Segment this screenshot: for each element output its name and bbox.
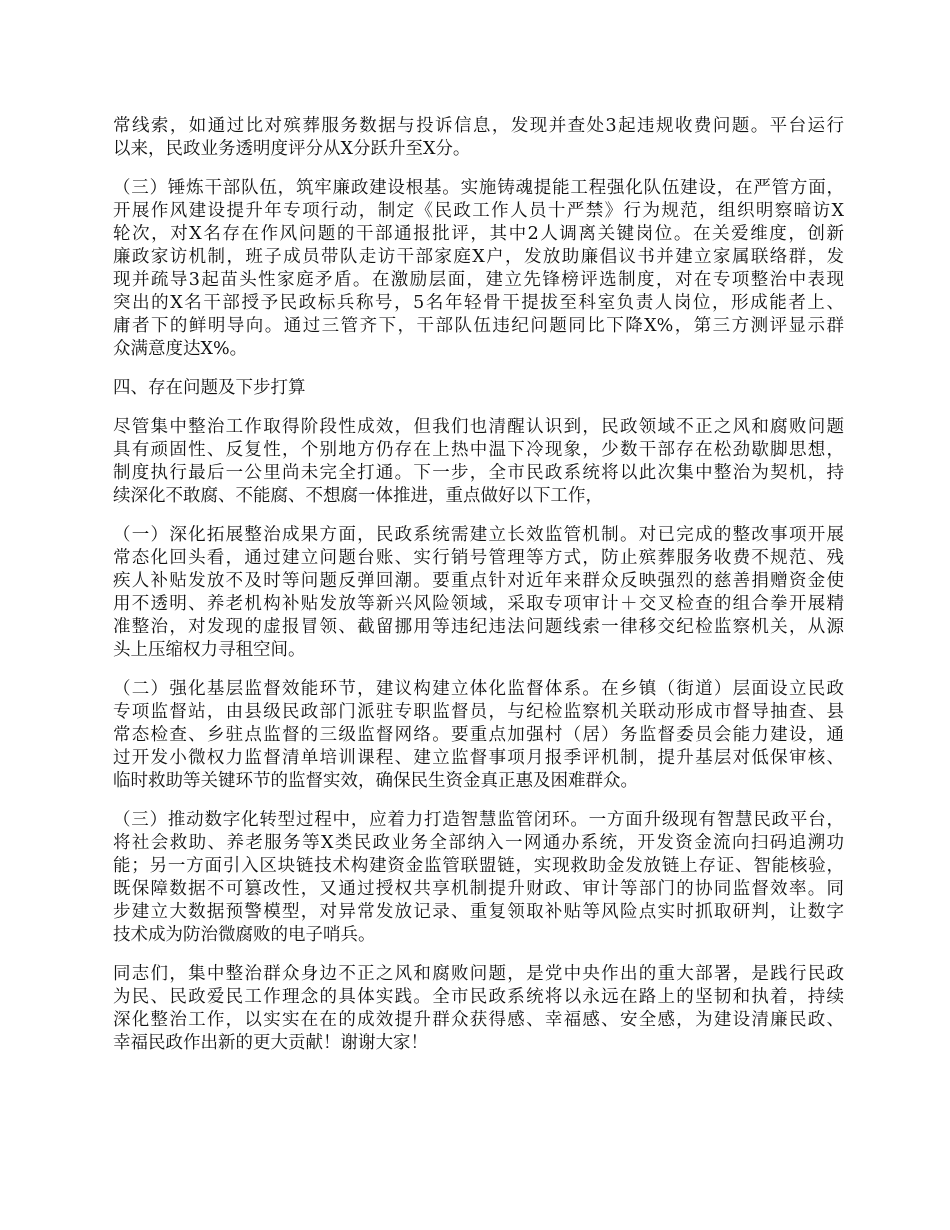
- text-line: 以来，民政业务透明度评分从X分跃升至X分。: [113, 139, 471, 159]
- paragraph: [113, 963, 844, 1055]
- text-line: 众满意度达X%。: [113, 339, 248, 359]
- paragraph: [113, 809, 844, 947]
- text-line: 幸福民政作出新的更大贡献！谢谢大家！: [113, 1033, 428, 1053]
- paragraph: [113, 678, 844, 793]
- text-line: 轮次，对X名存在作风问题的干部通报批评，其中2人调离关键岗位。在关爱维度，创新: [113, 224, 844, 244]
- text-line: 既保障数据不可篡改性，又通过授权共享机制提升财政、审计等部门的协同监督效率。同: [113, 879, 844, 899]
- text-line: 制度执行最后一公里尚未完全打通。下一步，全市民政系统将以此次集中整治为契机，持: [113, 463, 844, 483]
- paragraph: [113, 177, 844, 361]
- text-line: 突出的X名干部授予民政标兵称号，5名年轻骨干提拔至科室负责人岗位，形成能者上、: [113, 293, 844, 313]
- paragraph: [113, 115, 844, 161]
- text-line: 准整治，对发现的虚报冒领、截留挪用等违纪违法问题线索一律移交纪检监察机关，从源: [113, 617, 844, 637]
- text-line: 开展作风建设提升年专项行动，制定《民政工作人员十严禁》行为规范，组织明察暗访X: [113, 201, 844, 221]
- text-line: 常线索，如通过比对殡葬服务数据与投诉信息，发现并查处3起违规收费问题。平台运行: [113, 116, 844, 136]
- text-line: 头上压缩权力寻租空间。: [113, 640, 306, 660]
- text-line: （三）推动数字化转型过程中，应着力打造智慧监管闭环。一方面升级现有智慧民政平台，: [113, 810, 844, 830]
- text-line: 常态检查、乡驻点监督的三级监督网络。要重点加强村（居）务监督委员会能力建设，通: [113, 725, 844, 745]
- text-line: 续深化不敢腐、不能腐、不想腐一体推进，重点做好以下工作，: [113, 486, 603, 506]
- text-line: 四、存在问题及下步打算: [113, 378, 306, 398]
- text-line: （二）强化基层监督效能环节，建议构建立体化监督体系。在乡镇（街道）层面设立民政: [113, 679, 844, 699]
- text-line: 临时救助等关键环节的监督实效，确保民生资金真正惠及困难群众。: [113, 771, 638, 791]
- text-line: 廉政家访机制，班子成员带队走访干部家庭X户，发放助廉倡议书并建立家属联络群，发: [113, 247, 844, 267]
- text-line: 用不透明、养老机构补贴发放等新兴风险领域，采取专项审计＋交叉检查的组合拳开展精: [113, 594, 844, 614]
- document-body: [113, 115, 844, 1071]
- text-line: 尽管集中整治工作取得阶段性成效，但我们也清醒认识到，民政领域不正之风和腐败问题: [113, 417, 844, 437]
- text-line: 疾人补贴发放不及时等问题反弹回潮。要重点针对近年来群众反映强烈的慈善捐赠资金使: [113, 571, 844, 591]
- text-line: 步建立大数据预警模型，对异常发放记录、重复领取补贴等风险点实时抓取研判，让数字: [113, 902, 844, 922]
- text-line: 将社会救助、养老服务等X类民政业务全部纳入一网通办系统，开发资金流向扫码追溯功: [113, 833, 844, 853]
- text-line: 能；另一方面引入区块链技术构建资金监管联盟链，实现救助金发放链上存证、智能核验，: [113, 856, 844, 876]
- text-line: （一）深化拓展整治成果方面，民政系统需建立长效监管机制。对已完成的整改事项开展: [113, 525, 844, 545]
- text-line: 现并疏导3起苗头性家庭矛盾。在激励层面，建立先锋榜评选制度，对在专项整治中表现: [113, 270, 844, 290]
- text-line: 同志们，集中整治群众身边不正之风和腐败问题，是党中央作出的重大部署，是践行民政: [113, 964, 844, 984]
- text-line: 为民、民政爱民工作理念的具体实践。全市民政系统将以永远在路上的坚韧和执着，持续: [113, 987, 844, 1007]
- text-line: （三）锤炼干部队伍，筑牢廉政建设根基。实施铸魂提能工程强化队伍建设，在严管方面，: [113, 178, 844, 198]
- paragraph: [113, 416, 844, 508]
- text-line: 庸者下的鲜明导向。通过三管齐下，干部队伍违纪问题同比下降X%，第三方测评显示群: [113, 316, 844, 336]
- text-line: 具有顽固性、反复性，个别地方仍存在上热中温下冷现象，少数干部存在松劲歇脚思想，: [113, 440, 844, 460]
- text-line: 常态化回头看，通过建立问题台账、实行销号管理等方式，防止殡葬服务收费不规范、残: [113, 548, 844, 568]
- text-line: 过开发小微权力监督清单培训课程、建立监督事项月报季评机制，提升基层对低保审核、: [113, 748, 844, 768]
- text-line: 技术成为防治微腐败的电子哨兵。: [113, 925, 376, 945]
- text-line: 深化整治工作，以实实在在的成效提升群众获得感、幸福感、安全感，为建设清廉民政、: [113, 1010, 844, 1030]
- section-heading: [113, 377, 844, 400]
- paragraph: [113, 524, 844, 662]
- text-line: 专项监督站，由县级民政部门派驻专职监督员，与纪检监察机关联动形成市督导抽查、县: [113, 702, 844, 722]
